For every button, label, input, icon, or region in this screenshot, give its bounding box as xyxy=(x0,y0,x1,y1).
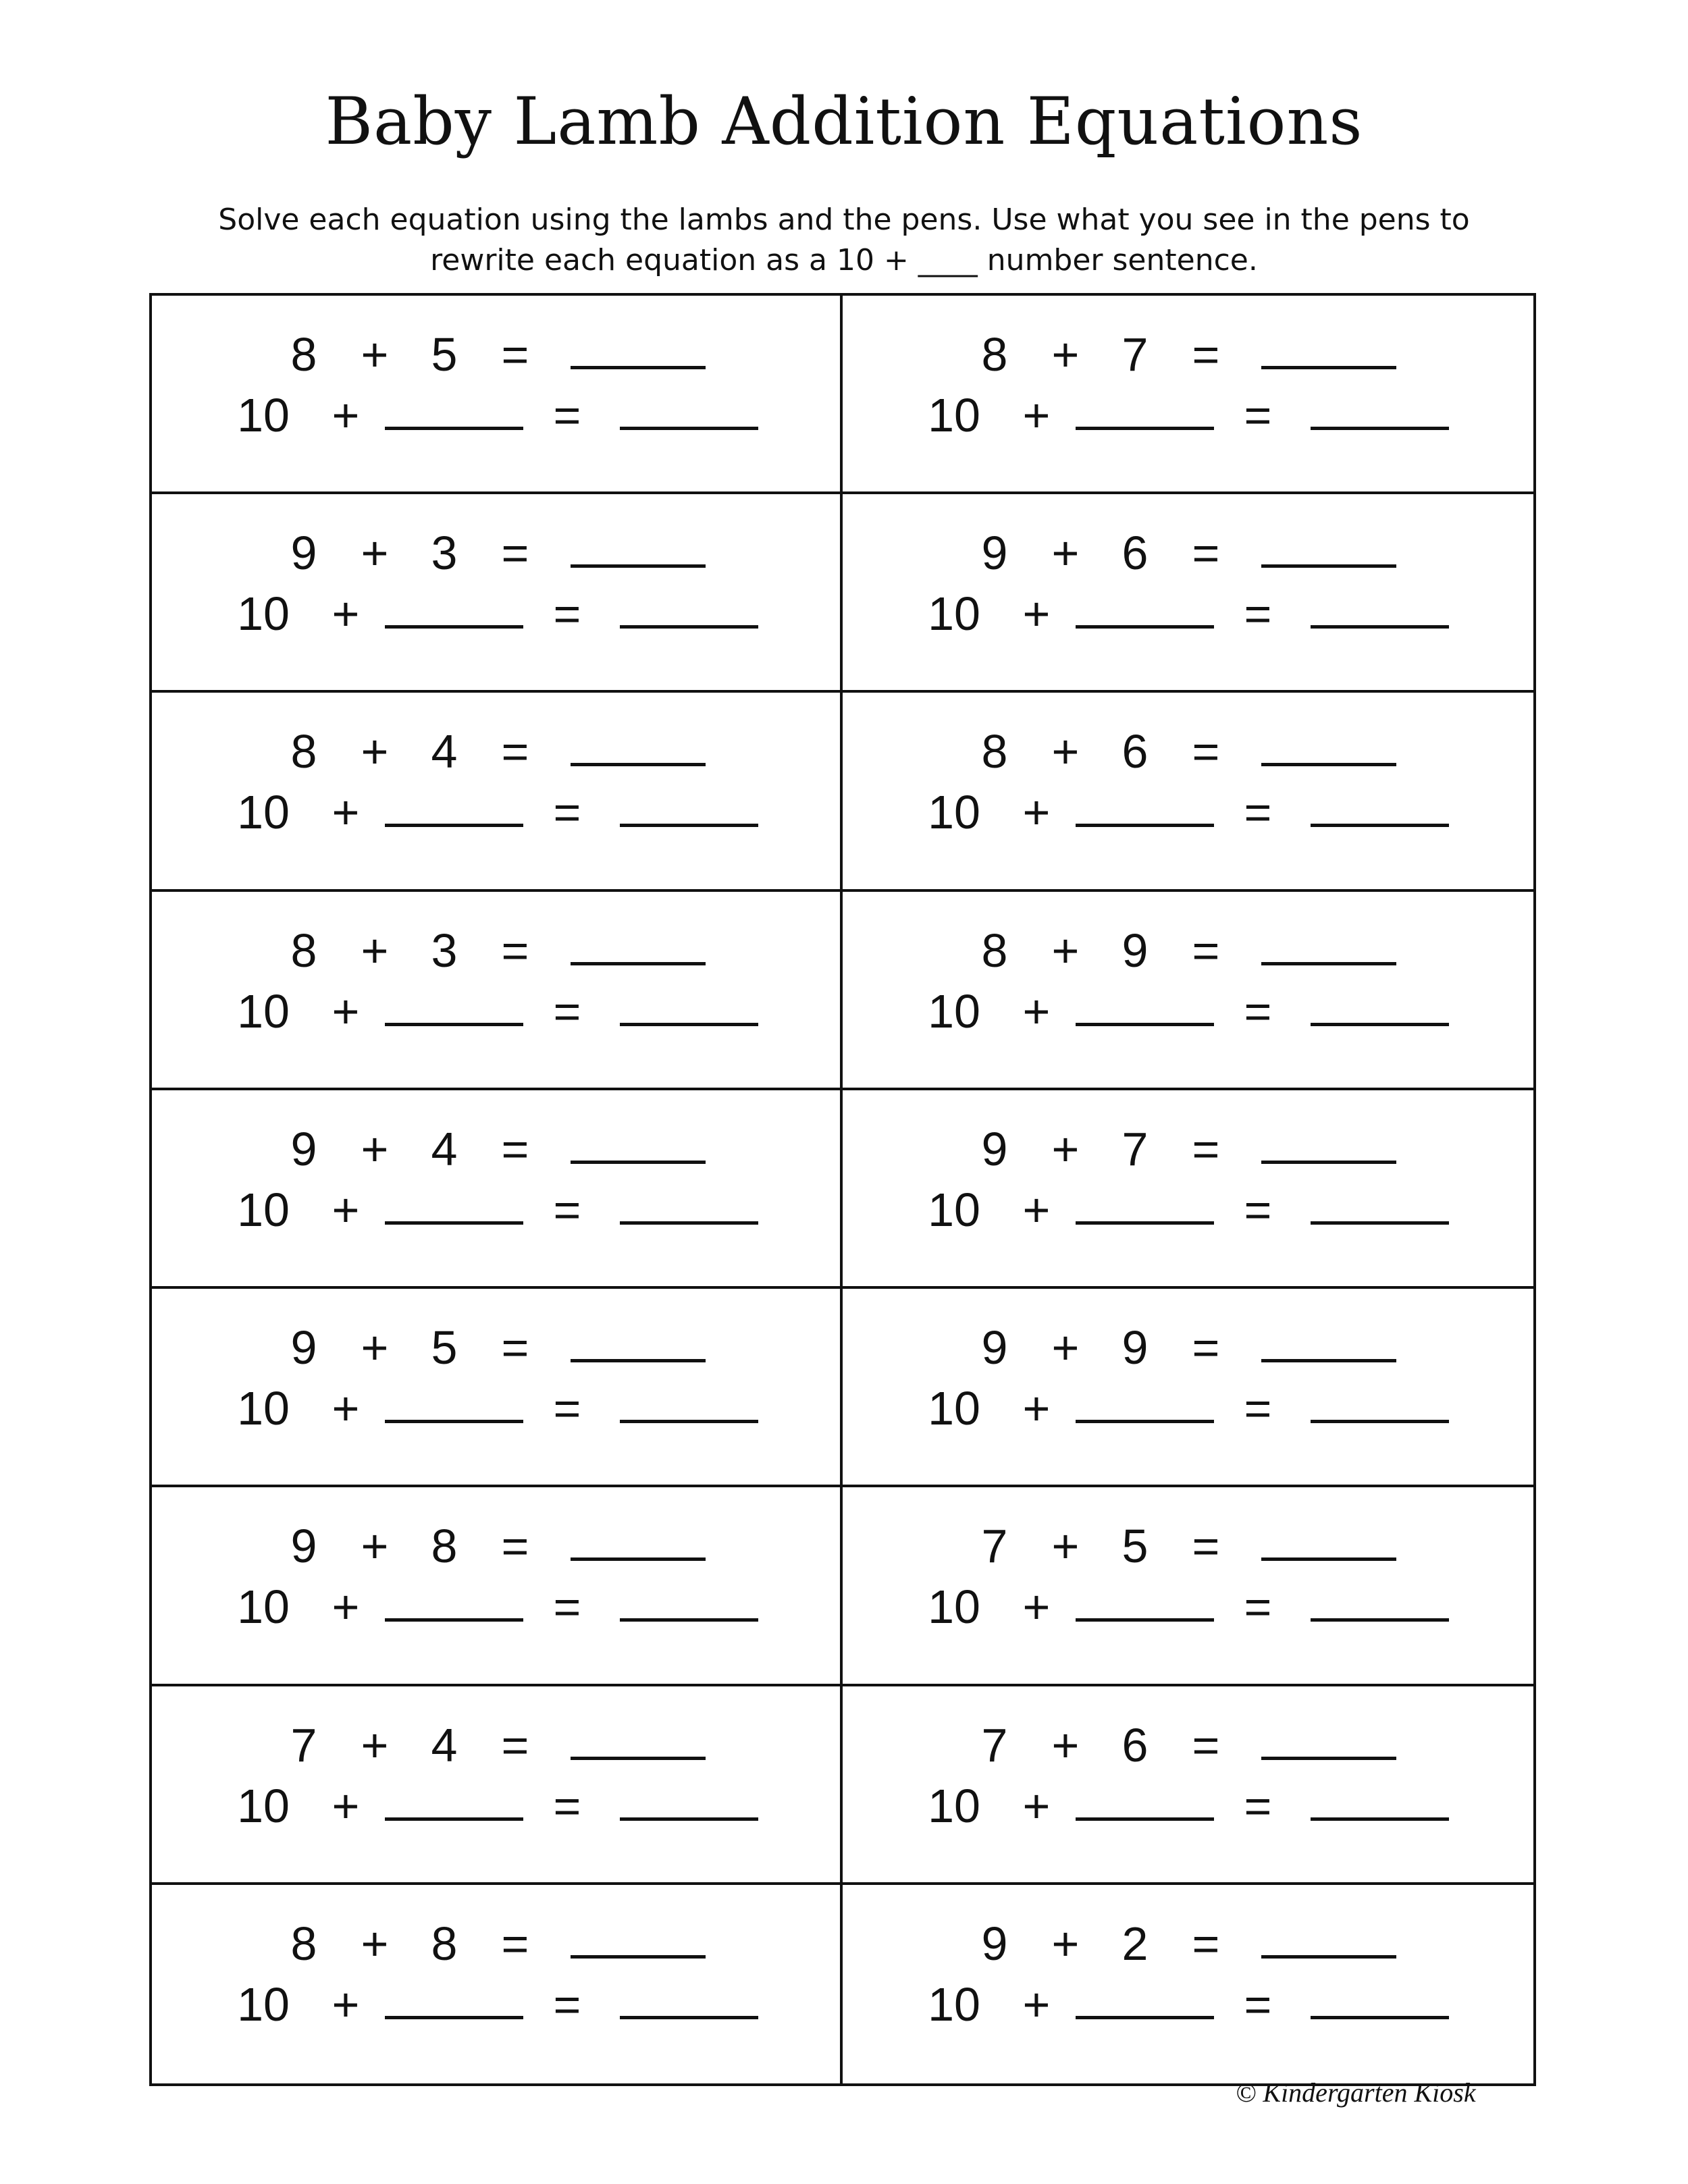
equation-cell xyxy=(152,1686,843,1885)
addend-b: 3 xyxy=(431,924,458,977)
equals-sign: = xyxy=(501,1917,529,1970)
total-answer-blank[interactable] xyxy=(1311,1420,1449,1423)
plus-sign: + xyxy=(1051,1321,1080,1375)
addend-b: 7 xyxy=(1122,1122,1149,1175)
plus-sign: + xyxy=(1022,1779,1051,1832)
equation-cell xyxy=(152,1289,843,1487)
equation-cell xyxy=(843,1686,1533,1885)
sum-answer-blank[interactable] xyxy=(1261,763,1396,766)
addend-b: 3 xyxy=(431,527,458,580)
addend-a: 9 xyxy=(981,1122,1008,1175)
addend-a: 8 xyxy=(290,328,317,381)
equals-sign: = xyxy=(553,984,581,1038)
plus-sign: + xyxy=(1051,1122,1080,1175)
sum-answer-blank[interactable] xyxy=(1261,1557,1396,1561)
ten-number: 10 xyxy=(237,1779,290,1832)
addend-answer-blank[interactable] xyxy=(1076,625,1214,629)
addend-b: 6 xyxy=(1122,725,1149,778)
equals-sign: = xyxy=(1192,1122,1220,1175)
addend-a: 7 xyxy=(981,1718,1008,1772)
addend-answer-blank[interactable] xyxy=(1076,1817,1214,1821)
addend-answer-blank[interactable] xyxy=(385,1618,523,1622)
plus-sign: + xyxy=(332,389,360,442)
ten-number: 10 xyxy=(928,1580,980,1634)
addend-answer-blank[interactable] xyxy=(385,427,523,430)
plus-sign: + xyxy=(361,527,389,580)
sum-answer-blank[interactable] xyxy=(571,1757,706,1760)
equals-sign: = xyxy=(553,786,581,839)
equation-cell xyxy=(152,1885,843,2083)
equals-sign: = xyxy=(501,725,529,778)
plus-sign: + xyxy=(361,1321,389,1375)
plus-sign: + xyxy=(332,984,360,1038)
total-answer-blank[interactable] xyxy=(620,2016,758,2019)
addend-answer-blank[interactable] xyxy=(385,1221,523,1225)
plus-sign: + xyxy=(1051,1718,1080,1772)
ten-number: 10 xyxy=(237,1382,290,1435)
plus-sign: + xyxy=(1022,587,1051,641)
total-answer-blank[interactable] xyxy=(1311,2016,1449,2019)
instructions xyxy=(203,200,1485,281)
equals-sign: = xyxy=(1244,587,1272,641)
total-answer-blank[interactable] xyxy=(620,1023,758,1026)
equation-cell xyxy=(152,1090,843,1289)
addend-b: 9 xyxy=(1122,924,1149,977)
plus-sign: + xyxy=(361,1718,389,1772)
addend-b: 4 xyxy=(431,1718,458,1772)
page-title: Baby Lamb Addition Equations xyxy=(325,84,1363,159)
total-answer-blank[interactable] xyxy=(620,1618,758,1622)
sum-answer-blank[interactable] xyxy=(571,366,706,369)
ten-number: 10 xyxy=(237,1977,290,2031)
ten-number: 10 xyxy=(237,1580,290,1634)
addend-answer-blank[interactable] xyxy=(385,2016,523,2019)
instructions-line-1: Solve each equation using the lambs and the pens. Use what you see in the pens to xyxy=(218,203,1470,237)
sum-answer-blank[interactable] xyxy=(1261,962,1396,965)
equals-sign: = xyxy=(1244,1580,1272,1634)
sum-answer-blank[interactable] xyxy=(1261,1359,1396,1362)
plus-sign: + xyxy=(1051,924,1080,977)
addend-b: 6 xyxy=(1122,1718,1149,1772)
sum-answer-blank[interactable] xyxy=(571,1955,706,1959)
plus-sign: + xyxy=(361,1917,389,1970)
addend-a: 9 xyxy=(981,1917,1008,1970)
plus-sign: + xyxy=(332,1580,360,1634)
instructions-line-2: rewrite each equation as a 10 + ____ number sentence. xyxy=(430,243,1258,277)
total-answer-blank[interactable] xyxy=(620,1817,758,1821)
addend-a: 9 xyxy=(981,527,1008,580)
addend-a: 8 xyxy=(981,328,1008,381)
equation-cell xyxy=(152,892,843,1090)
sum-answer-blank[interactable] xyxy=(571,763,706,766)
addend-answer-blank[interactable] xyxy=(385,625,523,629)
total-answer-blank[interactable] xyxy=(620,1221,758,1225)
plus-sign: + xyxy=(361,924,389,977)
addend-b: 8 xyxy=(431,1520,458,1573)
sum-answer-blank[interactable] xyxy=(571,1557,706,1561)
addend-answer-blank[interactable] xyxy=(1076,1618,1214,1622)
plus-sign: + xyxy=(361,328,389,381)
copyright-notice: © Kindergarten Kiosk xyxy=(1236,2077,1476,2108)
equation-cell xyxy=(843,1487,1533,1686)
plus-sign: + xyxy=(1022,389,1051,442)
equation-cell xyxy=(152,296,843,494)
equals-sign: = xyxy=(1244,1779,1272,1832)
ten-number: 10 xyxy=(237,984,290,1038)
addend-answer-blank[interactable] xyxy=(1076,427,1214,430)
equals-sign: = xyxy=(501,1122,529,1175)
ten-number: 10 xyxy=(928,1977,980,2031)
plus-sign: + xyxy=(332,1183,360,1236)
addend-a: 8 xyxy=(290,725,317,778)
sum-answer-blank[interactable] xyxy=(1261,1161,1396,1164)
equals-sign: = xyxy=(553,1382,581,1435)
plus-sign: + xyxy=(1022,1382,1051,1435)
plus-sign: + xyxy=(1022,984,1051,1038)
sum-answer-blank[interactable] xyxy=(1261,1757,1396,1760)
total-answer-blank[interactable] xyxy=(1311,625,1449,629)
equals-sign: = xyxy=(1244,1382,1272,1435)
equals-sign: = xyxy=(553,1580,581,1634)
sum-answer-blank[interactable] xyxy=(571,1359,706,1362)
equals-sign: = xyxy=(1244,389,1272,442)
equals-sign: = xyxy=(1192,328,1220,381)
equals-sign: = xyxy=(501,1520,529,1573)
equals-sign: = xyxy=(1244,984,1272,1038)
ten-number: 10 xyxy=(928,587,980,641)
equation-cell xyxy=(843,1289,1533,1487)
equation-cell xyxy=(843,892,1533,1090)
addend-b: 4 xyxy=(431,725,458,778)
equals-sign: = xyxy=(1244,1183,1272,1236)
addend-a: 8 xyxy=(981,924,1008,977)
equals-sign: = xyxy=(1192,924,1220,977)
plus-sign: + xyxy=(361,1520,389,1573)
equation-cell xyxy=(152,494,843,693)
addend-answer-blank[interactable] xyxy=(1076,1420,1214,1423)
plus-sign: + xyxy=(1022,1183,1051,1236)
addend-a: 9 xyxy=(290,527,317,580)
sum-answer-blank[interactable] xyxy=(571,564,706,568)
plus-sign: + xyxy=(332,1382,360,1435)
equals-sign: = xyxy=(1192,1520,1220,1573)
equals-sign: = xyxy=(1192,725,1220,778)
addend-b: 2 xyxy=(1122,1917,1149,1970)
equals-sign: = xyxy=(501,328,529,381)
total-answer-blank[interactable] xyxy=(1311,824,1449,827)
addend-b: 5 xyxy=(431,1321,458,1375)
plus-sign: + xyxy=(1022,1977,1051,2031)
equals-sign: = xyxy=(1192,527,1220,580)
plus-sign: + xyxy=(332,786,360,839)
addend-answer-blank[interactable] xyxy=(385,1420,523,1423)
equation-grid xyxy=(149,293,1536,2086)
addend-a: 9 xyxy=(981,1321,1008,1375)
addend-b: 5 xyxy=(1122,1520,1149,1573)
plus-sign: + xyxy=(361,725,389,778)
equals-sign: = xyxy=(553,1977,581,2031)
equation-cell xyxy=(843,494,1533,693)
addend-a: 8 xyxy=(290,924,317,977)
total-answer-blank[interactable] xyxy=(1311,1618,1449,1622)
sum-answer-blank[interactable] xyxy=(571,962,706,965)
addend-a: 9 xyxy=(290,1520,317,1573)
equals-sign: = xyxy=(1244,1977,1272,2031)
sum-answer-blank[interactable] xyxy=(571,1161,706,1164)
total-answer-blank[interactable] xyxy=(1311,1221,1449,1225)
addend-b: 7 xyxy=(1122,328,1149,381)
addend-b: 6 xyxy=(1122,527,1149,580)
addend-a: 8 xyxy=(290,1917,317,1970)
equation-cell xyxy=(152,1487,843,1686)
total-answer-blank[interactable] xyxy=(620,824,758,827)
plus-sign: + xyxy=(332,587,360,641)
equals-sign: = xyxy=(501,1321,529,1375)
addend-b: 8 xyxy=(431,1917,458,1970)
ten-number: 10 xyxy=(928,1779,980,1832)
equation-cell xyxy=(843,296,1533,494)
plus-sign: + xyxy=(1051,1917,1080,1970)
ten-number: 10 xyxy=(928,786,980,839)
addend-answer-blank[interactable] xyxy=(1076,824,1214,827)
plus-sign: + xyxy=(361,1122,389,1175)
equation-cell xyxy=(843,1090,1533,1289)
total-answer-blank[interactable] xyxy=(620,1420,758,1423)
equals-sign: = xyxy=(553,1183,581,1236)
equation-cell xyxy=(843,693,1533,891)
plus-sign: + xyxy=(1051,328,1080,381)
equals-sign: = xyxy=(501,924,529,977)
equals-sign: = xyxy=(1192,1917,1220,1970)
plus-sign: + xyxy=(1051,725,1080,778)
ten-number: 10 xyxy=(237,389,290,442)
addend-a: 7 xyxy=(981,1520,1008,1573)
plus-sign: + xyxy=(1051,1520,1080,1573)
sum-answer-blank[interactable] xyxy=(1261,366,1396,369)
equals-sign: = xyxy=(1244,786,1272,839)
addend-a: 8 xyxy=(981,725,1008,778)
ten-number: 10 xyxy=(237,1183,290,1236)
addend-b: 9 xyxy=(1122,1321,1149,1375)
addend-b: 5 xyxy=(431,328,458,381)
sum-answer-blank[interactable] xyxy=(1261,564,1396,568)
plus-sign: + xyxy=(332,1977,360,2031)
plus-sign: + xyxy=(1022,786,1051,839)
addend-answer-blank[interactable] xyxy=(1076,1023,1214,1026)
addend-answer-blank[interactable] xyxy=(385,824,523,827)
equation-cell xyxy=(152,693,843,891)
plus-sign: + xyxy=(1022,1580,1051,1634)
addend-answer-blank[interactable] xyxy=(385,1023,523,1026)
ten-number: 10 xyxy=(928,984,980,1038)
addend-a: 9 xyxy=(290,1321,317,1375)
total-answer-blank[interactable] xyxy=(1311,1023,1449,1026)
equals-sign: = xyxy=(553,389,581,442)
equals-sign: = xyxy=(1192,1321,1220,1375)
equals-sign: = xyxy=(553,1779,581,1832)
ten-number: 10 xyxy=(237,587,290,641)
plus-sign: + xyxy=(1051,527,1080,580)
sum-answer-blank[interactable] xyxy=(1261,1955,1396,1959)
total-answer-blank[interactable] xyxy=(1311,1817,1449,1821)
addend-a: 7 xyxy=(290,1718,317,1772)
ten-number: 10 xyxy=(928,1382,980,1435)
ten-number: 10 xyxy=(928,1183,980,1236)
addend-answer-blank[interactable] xyxy=(1076,1221,1214,1225)
addend-b: 4 xyxy=(431,1122,458,1175)
equals-sign: = xyxy=(501,1718,529,1772)
addend-answer-blank[interactable] xyxy=(1076,2016,1214,2019)
ten-number: 10 xyxy=(237,786,290,839)
equals-sign: = xyxy=(553,587,581,641)
total-answer-blank[interactable] xyxy=(620,625,758,629)
total-answer-blank[interactable] xyxy=(620,427,758,430)
equals-sign: = xyxy=(501,527,529,580)
ten-number: 10 xyxy=(928,389,980,442)
addend-answer-blank[interactable] xyxy=(385,1817,523,1821)
plus-sign: + xyxy=(332,1779,360,1832)
equals-sign: = xyxy=(1192,1718,1220,1772)
total-answer-blank[interactable] xyxy=(1311,427,1449,430)
addend-a: 9 xyxy=(290,1122,317,1175)
equation-cell xyxy=(843,1885,1533,2083)
